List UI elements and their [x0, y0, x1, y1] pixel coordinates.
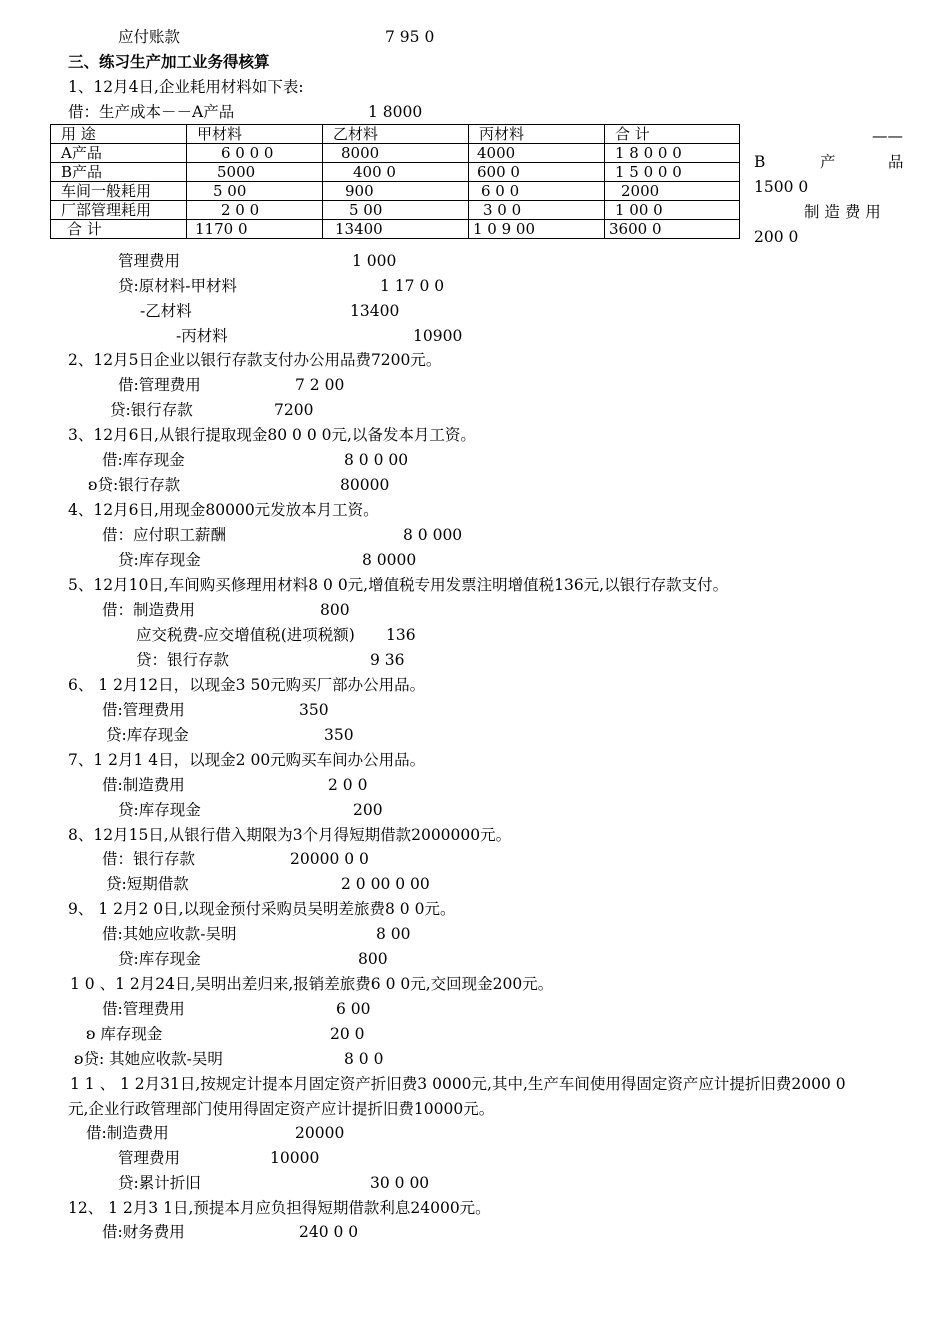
entry-amount: 200 [353, 801, 383, 819]
entry-title: 3、12月6日,从银行提取现金80 0 0 0元,以备发本月工资。 [68, 426, 476, 444]
entry-label: 借:库存现金 [102, 451, 185, 469]
entry-amount: 240 0 0 [299, 1223, 359, 1241]
entry-amount: 136 [386, 626, 416, 644]
table-cell: 合 计 [51, 220, 187, 239]
entry-label: -乙材料 [140, 302, 192, 320]
entry-label: ʚ贷:银行存款 [88, 476, 181, 494]
entry-amount: 1 17 0 0 [380, 277, 445, 295]
table-header: 合 计 [605, 125, 740, 144]
entry-title: 5、12月10日,车间购买修理用材料8 0 0元,增值税专用发票注明增值税136元,以银行存款支付。 [68, 576, 729, 594]
side-text: 制 造 费 用 [804, 203, 881, 221]
entry-amount: 1 8000 [368, 103, 423, 121]
entry-label: 借:制造费用 [86, 1124, 169, 1142]
entry-label: 贷:银行存款 [110, 401, 193, 419]
side-text: 品 [888, 153, 904, 171]
entry-amount: 8 0 0 00 [344, 451, 409, 469]
table-cell: 厂部管理耗用 [51, 201, 187, 220]
side-text: B [754, 153, 766, 171]
entry-title: 1 1 、 1 2月31日,按规定计提本月固定资产折旧费3 0000元,其中,生产车间使用得固定资产应计提折旧费2000 0 [70, 1075, 846, 1093]
entry-label: 借：应付职工薪酬 [102, 526, 227, 544]
entry-label: 借:管理费用 [102, 701, 185, 719]
table-header-row [51, 125, 740, 144]
table-cell: 1 8 0 0 0 [605, 144, 740, 163]
entry-amount: 350 [324, 726, 354, 744]
entry-label: 贷:累计折旧 [118, 1174, 201, 1192]
entry-label: 借:管理费用 [102, 1000, 185, 1018]
entry-label: 贷:原材料-甲材料 [118, 277, 237, 295]
entry-label: 贷:库存现金 [106, 726, 189, 744]
entry-label: ʚ贷: 其她应收款-吴明 [74, 1050, 223, 1068]
entry-amount: 2 0 00 0 00 [341, 875, 430, 893]
entry-label: 贷:库存现金 [118, 551, 201, 569]
table-row [51, 220, 740, 239]
entry-amount: 9 36 [370, 651, 405, 669]
entry-label: 借:管理费用 [118, 376, 201, 394]
table-cell: 5000 [187, 163, 323, 182]
side-dash: —— [872, 127, 903, 145]
entry-title: 12、 1 2月3 1日,预提本月应负担得短期借款利息24000元。 [68, 1199, 491, 1217]
entry-amount: 20000 [295, 1124, 345, 1142]
table-cell: 6 0 0 0 [187, 144, 323, 163]
entry-amount: 2 0 0 [328, 776, 368, 794]
table-row [51, 182, 740, 201]
entry-label: 应付账款 [118, 28, 181, 46]
entry-label: ʚ 库存现金 [86, 1025, 163, 1043]
entry-amount: 20000 0 0 [290, 850, 369, 868]
table-header: 乙材料 [323, 125, 469, 144]
entry-amount: 800 [358, 950, 388, 968]
table-cell: 1 0 9 00 [469, 220, 605, 239]
entry-amount: 10000 [270, 1149, 320, 1167]
entry-amount: 800 [320, 601, 350, 619]
table-cell: 1 00 0 [605, 201, 740, 220]
entry-label: 借：生产成本－－A产品 [68, 103, 235, 121]
entry-amount: 8 00 [376, 925, 411, 943]
table-cell: 5 00 [323, 201, 469, 220]
table-cell: 6 0 0 [469, 182, 605, 201]
entry-label: 管理费用 [118, 1149, 181, 1167]
table-cell: 3 0 0 [469, 201, 605, 220]
entry-amount: 13400 [350, 302, 400, 320]
table-cell: 1 5 0 0 0 [605, 163, 740, 182]
table-cell: 2 0 0 [187, 201, 323, 220]
entry-title: 2、12月5日企业以银行存款支付办公用品费7200元。 [68, 351, 442, 369]
entry-title: 7、1 2月1 4日，以现金2 00元购买车间办公用品。 [68, 751, 426, 769]
entry-amount: 1 000 [352, 252, 397, 270]
table-cell: 5 00 [187, 182, 323, 201]
entry-label: 借:制造费用 [102, 776, 185, 794]
entry-label: 贷:库存现金 [118, 950, 201, 968]
entry-amount: 8 0000 [362, 551, 417, 569]
entry-label: 应交税费-应交增值税(进项税额) [136, 626, 355, 644]
entry-label: 借：制造费用 [102, 601, 196, 619]
entry-label: 贷:库存现金 [118, 801, 201, 819]
entry-title: 9、 1 2月2 0日,以现金预付采购员吴明差旅费8 0 0元。 [68, 900, 456, 918]
entry-label: 管理费用 [118, 252, 181, 270]
entry-title: 1、12月4日,企业耗用材料如下表: [68, 78, 304, 96]
section-title: 三、练习生产加工业务得核算 [68, 52, 270, 71]
entry-amount: 10900 [413, 327, 463, 345]
entry-title: 8、12月15日,从银行借入期限为3个月得短期借款2000000元。 [68, 826, 512, 844]
table-header: 甲材料 [187, 125, 323, 144]
entry-amount: 8 0 0 [344, 1050, 384, 1068]
table-cell: 4000 [469, 144, 605, 163]
side-text: 产 [820, 153, 836, 171]
table-cell: 3600 0 [605, 220, 740, 239]
table-cell: 13400 [323, 220, 469, 239]
entry-label: 借:其她应收款-吴明 [102, 925, 237, 943]
entry-amount: 30 0 00 [370, 1174, 430, 1192]
entry-label: 借:财务费用 [102, 1223, 185, 1241]
table-cell: A产品 [51, 144, 187, 163]
table-cell: 600 0 [469, 163, 605, 182]
entry-amount: 20 0 [330, 1025, 365, 1043]
entry-label: 借：银行存款 [102, 850, 196, 868]
table-cell: 400 0 [323, 163, 469, 182]
side-amount: 200 0 [754, 228, 799, 246]
entry-title: 6、 1 2月12日，以现金3 50元购买厂部办公用品。 [68, 676, 426, 694]
table-cell: 900 [323, 182, 469, 201]
entry-amount: 80000 [340, 476, 390, 494]
table-cell: 8000 [323, 144, 469, 163]
table-cell: 2000 [605, 182, 740, 201]
entry-label: -丙材料 [176, 327, 228, 345]
entry-label: 贷：银行存款 [136, 651, 230, 669]
entry-amount: 7 2 00 [295, 376, 345, 394]
table-row [51, 144, 740, 163]
entry-label: 贷:短期借款 [106, 875, 189, 893]
entry-title-continued: 元,企业行政管理部门使用得固定资产应计提折旧费10000元。 [68, 1100, 495, 1118]
entry-amount: 6 00 [336, 1000, 371, 1018]
entry-amount: 7200 [274, 401, 314, 419]
entry-amount: 8 0 000 [403, 526, 463, 544]
table-header: 丙材料 [469, 125, 605, 144]
side-amount: 1500 0 [754, 178, 809, 196]
entry-title: 1 0 、1 2月24日,吴明出差归来,报销差旅费6 0 0元,交回现金200元。 [70, 975, 554, 993]
table-header: 用 途 [51, 125, 187, 144]
table-cell: 车间一般耗用 [51, 182, 187, 201]
table-cell: 1170 0 [187, 220, 323, 239]
entry-amount: 7 95 0 [385, 28, 435, 46]
material-table [50, 124, 740, 239]
entry-amount: 350 [299, 701, 329, 719]
entry-title: 4、12月6日,用现金80000元发放本月工资。 [68, 501, 379, 519]
table-row [51, 201, 740, 220]
table-row [51, 163, 740, 182]
table-cell: B产品 [51, 163, 187, 182]
